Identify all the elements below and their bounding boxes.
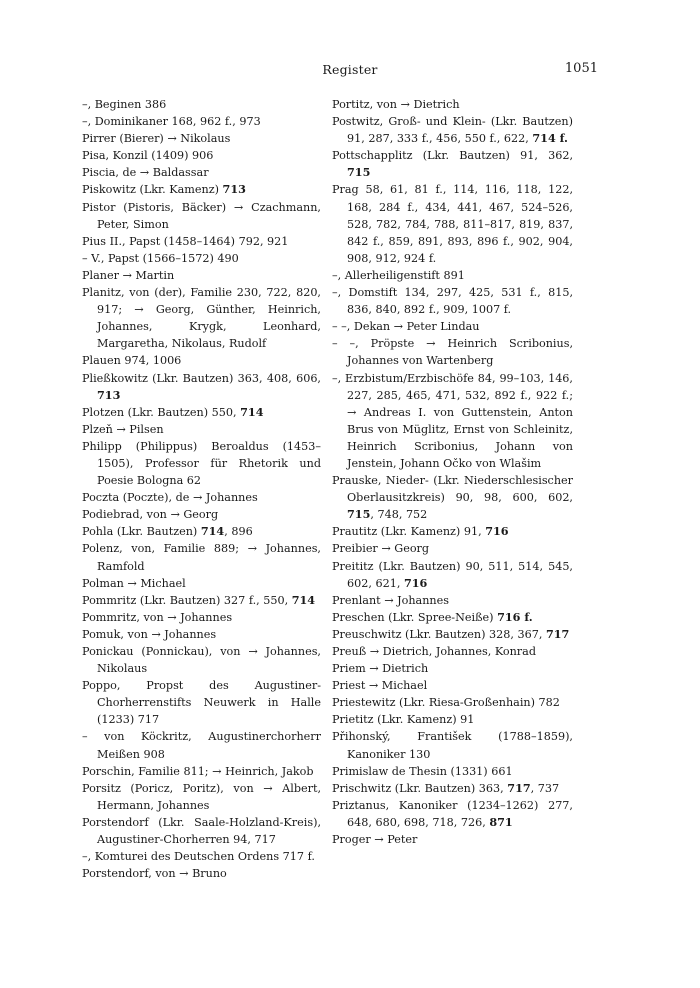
index-entry: Preuschwitz (Lkr. Bautzen) 328, 367, 717: [332, 626, 570, 641]
index-entry: Prenlant → Johannes: [332, 593, 450, 607]
index-entry: –, Beginen 386: [82, 98, 167, 111]
index-entry: Plzeň → Pilsen: [82, 422, 164, 436]
index-entry: –, Allerheiligenstift 891: [332, 268, 465, 282]
index-entry: – –, Pröpste → Heinrich Scribonius, Johannes von Wartenberg: [332, 337, 573, 368]
index-entry: Preibier → Georg: [332, 542, 430, 556]
index-entry: Přihonský, František (1788–1859), Kanoniker 130: [332, 730, 573, 761]
index-entry: Planitz, von (der), Familie 230, 722, 820, 917; → Georg, Günther, Heinrich, Johannes, Krygk, Leonhard, Margaretha, Nikolaus, Rudolf: [82, 286, 321, 351]
index-entry: Proger → Peter: [332, 833, 418, 847]
index-entry: Primislaw de Thesin (1331) 661: [332, 764, 513, 778]
index-entry: – –, Dekan → Peter Lindau: [332, 320, 480, 334]
index-entry: Prietitz (Lkr. Kamenz) 91: [332, 713, 475, 727]
index-entry: –, Komturei des Deutschen Ordens 717 f.: [82, 850, 315, 864]
index-entry: –, Erzbistum/Erzbischöfe 84, 99–103, 146, 227, 285, 465, 471, 532, 892 f., 922 f.; → Andreas I. von Guttenstein, Anton Brus von Müglitz, Ernst von Schleinitz, Heinrich Scribonius, Johann von Jenstein, Johann Očko von Wlašim: [332, 371, 573, 470]
index-entry: Prautitz (Lkr. Kamenz) 91, 716: [332, 524, 509, 539]
index-entry: – V., Papst (1566–1572) 490: [82, 251, 239, 265]
index-entry: Preuß → Dietrich, Johannes, Konrad: [332, 645, 536, 658]
index-column-right: [332, 96, 573, 848]
index-entry: Porstendorf, von → Bruno: [82, 867, 227, 881]
index-entry: Pomuk, von → Johannes: [82, 627, 217, 641]
index-entry: Prag 58, 61, 81 f., 114, 116, 118, 122, 168, 284 f., 434, 441, 467, 524–526, 528, 782, 784, 788, 811–817, 819, 837, 842 f., 859, 891, 893, 896 f., 902, 904, 908, 912, 924 f.: [332, 183, 573, 265]
index-entry: Priem → Dietrich: [332, 662, 429, 676]
index-entry: Pommritz (Lkr. Bautzen) 327 f., 550, 714: [82, 592, 316, 607]
index-entry: Philipp (Philippus) Beroaldus (1453–1505), Professor für Rhetorik und Poesie Bologna 62: [82, 439, 321, 488]
index-entry: Priztanus, Kanoniker (1234–1262) 277, 648, 680, 698, 718, 726, 871: [332, 798, 573, 829]
index-entry: Piscia, de → Baldassar: [82, 166, 209, 180]
index-entry: Poppo, Propst des Augustiner-Chorherrenstifts Neuwerk in Halle (1233) 717: [82, 679, 321, 727]
index-entry: Priest → Michael: [332, 679, 428, 693]
index-entry: Pließkowitz (Lkr. Bautzen) 363, 408, 606, 713: [82, 371, 321, 402]
index-entry: Porschin, Familie 811; → Heinrich, Jakob: [82, 764, 314, 778]
page-number: 1051: [564, 61, 598, 76]
index-entry: Porsitz (Poricz, Poritz), von → Albert, Hermann, Johannes: [82, 781, 321, 812]
index-entry: Prauske, Nieder- (Lkr. Niederschlesischer Oberlausitzkreis) 90, 98, 600, 602, 715, 748, 752: [332, 474, 573, 522]
page-header-title: Register: [322, 62, 378, 77]
index-entry: Poczta (Poczte), de → Johannes: [82, 491, 258, 505]
index-entry: Ponickau (Ponnickau), von → Johannes, Nikolaus: [82, 645, 321, 676]
index-entry: Piskowitz (Lkr. Kamenz) 713: [82, 182, 246, 197]
index-entry: Postwitz, Groß- und Klein- (Lkr. Bautzen) 91, 287, 333 f., 456, 550 f., 622, 714 f.: [332, 115, 573, 146]
index-entry: Prischwitz (Lkr. Bautzen) 363, 717, 737: [332, 780, 560, 795]
index-entry: Priestewitz (Lkr. Riesa-Großenhain) 782: [332, 696, 560, 710]
index-entry: Pommritz, von → Johannes: [82, 610, 233, 624]
index-entry: Pius II., Papst (1458–1464) 792, 921: [82, 234, 289, 248]
index-entry: Porstendorf (Lkr. Saale-Holzland-Kreis), Augustiner-Chorherren 94, 717: [82, 815, 321, 847]
index-entry: –, Dominikaner 168, 962 f., 973: [82, 115, 261, 129]
index-entry: Preschen (Lkr. Spree-Neiße) 716 f.: [332, 609, 533, 624]
index-column-left: [82, 96, 321, 882]
index-entry: Polenz, von, Familie 889; → Johannes, Ramfold: [82, 542, 321, 573]
index-entry: –, Domstift 134, 297, 425, 531 f., 815, 836, 840, 892 f., 909, 1007 f.: [332, 286, 573, 317]
index-entry: Pisa, Konzil (1409) 906: [82, 149, 214, 163]
index-entry: Pistor (Pistoris, Bäcker) → Czachmann, Peter, Simon: [82, 200, 321, 231]
index-entry: Pohla (Lkr. Bautzen) 714, 896: [82, 524, 253, 539]
index-entry: Preititz (Lkr. Bautzen) 90, 511, 514, 545, 602, 621, 716: [332, 559, 573, 590]
index-entry: Pottschapplitz (Lkr. Bautzen) 91, 362, 715: [332, 149, 573, 180]
index-entry: Portitz, von → Dietrich: [332, 98, 460, 111]
index-entry: – von Köckritz, Augustinerchorherr Meißen 908: [82, 730, 321, 761]
index-entry: Plauen 974, 1006: [82, 354, 182, 368]
index-entry: Podiebrad, von → Georg: [82, 508, 219, 522]
index-entry: Planer → Martin: [82, 268, 175, 282]
index-entry: Pirrer (Bierer) → Nikolaus: [82, 132, 231, 146]
index-entry: Polman → Michael: [82, 576, 186, 590]
index-entry: Plotzen (Lkr. Bautzen) 550, 714: [82, 404, 264, 419]
